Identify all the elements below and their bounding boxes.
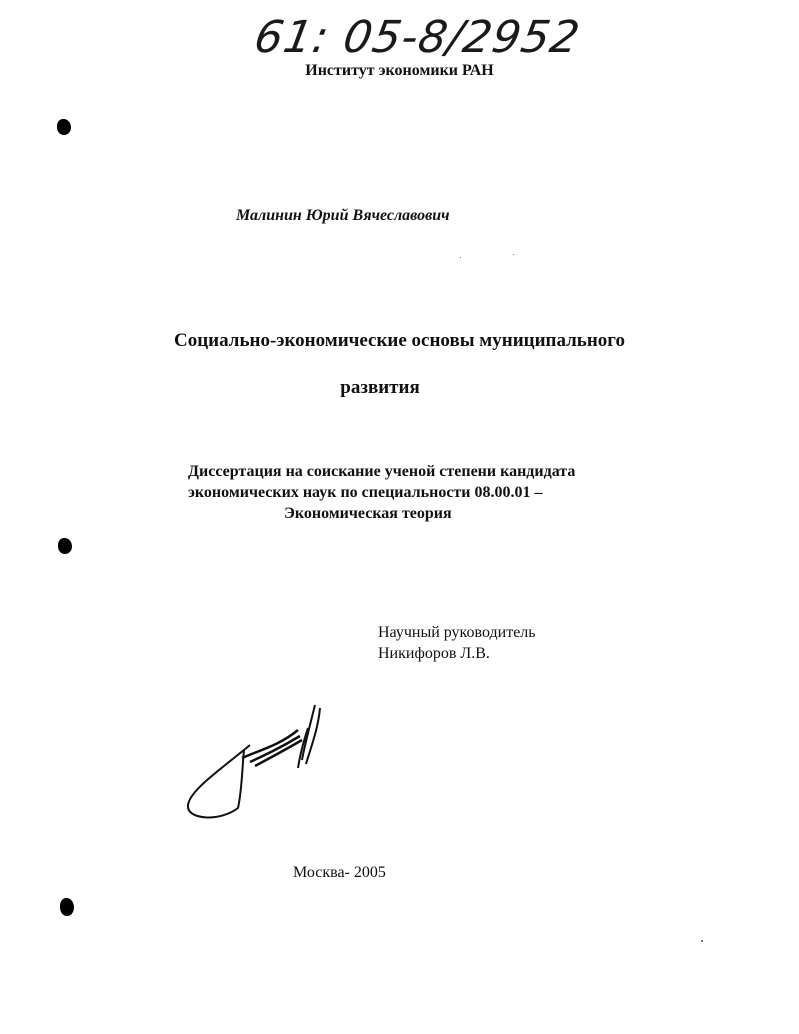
author-name: Малинин Юрий Вячеславович <box>236 207 450 224</box>
supervisor-name: Никифоров Л.В. <box>378 645 490 662</box>
dissertation-description <box>188 461 575 524</box>
punch-hole-mark-top <box>57 119 71 135</box>
punch-hole-mark-bottom <box>60 898 74 916</box>
handwritten-archive-number: 61: 05-8/2952 <box>250 12 585 63</box>
punch-hole-mark-middle <box>58 538 72 554</box>
signature-image <box>180 700 330 825</box>
dissertation-line3: Экономическая теория <box>284 505 452 522</box>
speck <box>701 940 703 942</box>
supervisor-label: Научный руководитель <box>378 624 536 641</box>
speck <box>460 257 461 258</box>
dissertation-line2: экономических наук по специальности 08.00.01 – <box>188 484 543 501</box>
thesis-title-line2: развития <box>340 377 420 398</box>
institute-name: Институт экономики РАН <box>305 62 494 79</box>
city-year: Москва- 2005 <box>293 864 386 881</box>
supervisor-block <box>378 622 536 664</box>
thesis-title-line1: Социально-экономические основы муниципального <box>174 330 625 351</box>
speck <box>513 254 514 255</box>
dissertation-line1: Диссертация на соискание ученой степени кандидата <box>188 463 576 480</box>
